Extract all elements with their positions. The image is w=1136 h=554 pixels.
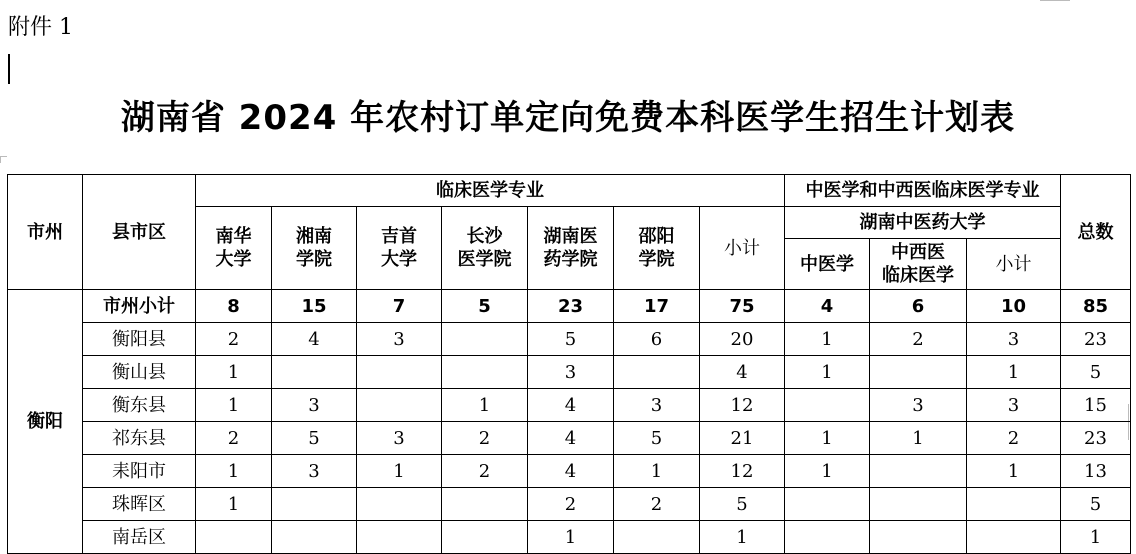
data-cell — [272, 356, 357, 389]
subtotal-cell: 7 — [357, 290, 442, 323]
header-clinical-subtotal-label: 小计 — [724, 237, 760, 259]
data-cell — [870, 455, 967, 488]
header-clinical-col — [196, 207, 272, 290]
table-row — [8, 455, 1131, 488]
data-cell: 5 — [528, 323, 614, 356]
data-cell: 20 — [700, 323, 785, 356]
data-cell: 1 — [196, 356, 272, 389]
subtotal-cell: 8 — [196, 290, 272, 323]
county-name: 祁东县 — [83, 422, 196, 455]
header-tcm-school: 湖南中医药大学 — [785, 207, 1061, 239]
subtotal-cell: 85 — [1061, 290, 1131, 323]
data-cell: 1 — [528, 521, 614, 554]
data-cell — [272, 488, 357, 521]
data-cell: 1 — [700, 521, 785, 554]
data-cell: 3 — [528, 356, 614, 389]
data-cell: 6 — [614, 323, 700, 356]
data-cell — [785, 488, 870, 521]
header-county: 县市区 — [83, 175, 196, 290]
data-cell: 2 — [442, 422, 528, 455]
header-tcm-col — [785, 239, 870, 290]
data-cell: 1 — [196, 488, 272, 521]
header-clinical-col — [528, 207, 614, 290]
subtotal-cell: 15 — [272, 290, 357, 323]
data-cell — [357, 488, 442, 521]
data-cell: 3 — [357, 422, 442, 455]
data-cell — [442, 356, 528, 389]
header-clinical-group: 临床医学专业 — [196, 175, 785, 207]
data-cell: 2 — [967, 422, 1061, 455]
data-cell: 5 — [1061, 356, 1131, 389]
table-row — [8, 323, 1131, 356]
header-tcm-group: 中医学和中西医临床医学专业 — [785, 175, 1061, 207]
data-cell: 1 — [785, 323, 870, 356]
data-cell: 5 — [700, 488, 785, 521]
data-cell: 3 — [357, 323, 442, 356]
county-name: 衡东县 — [83, 389, 196, 422]
data-cell — [442, 521, 528, 554]
data-cell — [870, 356, 967, 389]
data-cell: 5 — [1061, 488, 1131, 521]
header-city: 市州 — [8, 175, 83, 290]
data-cell: 4 — [528, 422, 614, 455]
data-cell — [870, 521, 967, 554]
data-cell: 3 — [967, 323, 1061, 356]
data-cell: 13 — [1061, 455, 1131, 488]
data-cell: 3 — [272, 455, 357, 488]
data-cell: 3 — [870, 389, 967, 422]
data-cell: 2 — [196, 422, 272, 455]
data-cell — [442, 323, 528, 356]
header-total: 总数 — [1061, 175, 1131, 290]
data-cell: 3 — [967, 389, 1061, 422]
data-cell: 1 — [870, 422, 967, 455]
header-tcm-col-label: 中西医 临床医学 — [882, 242, 954, 286]
data-cell: 1 — [967, 455, 1061, 488]
subtotal-cell: 75 — [700, 290, 785, 323]
table-row — [8, 521, 1131, 554]
header-tcm-col-label: 中医学 — [800, 253, 854, 275]
data-cell: 4 — [528, 389, 614, 422]
data-cell: 1 — [785, 455, 870, 488]
data-cell: 4 — [272, 323, 357, 356]
data-cell: 3 — [272, 389, 357, 422]
data-cell: 23 — [1061, 323, 1131, 356]
header-clinical-col-label: 湘南 学院 — [296, 226, 332, 270]
data-cell: 1 — [1061, 521, 1131, 554]
subtotal-row — [8, 290, 1131, 323]
table-row — [8, 488, 1131, 521]
data-cell — [967, 488, 1061, 521]
header-clinical-col-label: 吉首 大学 — [381, 226, 417, 270]
data-cell: 1 — [967, 356, 1061, 389]
data-cell: 2 — [196, 323, 272, 356]
data-cell: 1 — [785, 356, 870, 389]
data-cell: 2 — [528, 488, 614, 521]
table-row — [8, 356, 1131, 389]
city-name: 衡阳 — [8, 290, 83, 554]
data-cell: 12 — [700, 455, 785, 488]
header-clinical-col — [272, 207, 357, 290]
header-clinical-col-label: 南华 大学 — [215, 226, 252, 270]
data-cell — [272, 521, 357, 554]
data-cell — [196, 521, 272, 554]
data-cell: 4 — [528, 455, 614, 488]
subtotal-cell: 5 — [442, 290, 528, 323]
county-name: 衡山县 — [83, 356, 196, 389]
county-name: 珠晖区 — [83, 488, 196, 521]
data-cell: 4 — [700, 356, 785, 389]
data-cell: 5 — [272, 422, 357, 455]
text-cursor — [8, 54, 10, 84]
data-cell: 21 — [700, 422, 785, 455]
subtotal-label: 市州小计 — [83, 290, 196, 323]
data-cell — [357, 356, 442, 389]
header-clinical-col — [357, 207, 442, 290]
header-clinical-col-label: 湖南医 药学院 — [543, 226, 598, 270]
data-cell: 12 — [700, 389, 785, 422]
data-cell: 2 — [614, 488, 700, 521]
data-cell: 15 — [1061, 389, 1131, 422]
document-title: 湖南省 2024 年农村订单定向免费本科医学生招生计划表 — [120, 98, 1016, 138]
attachment-label: 附件 1 — [8, 15, 73, 40]
data-cell — [357, 521, 442, 554]
table-row — [8, 389, 1131, 422]
page-corner-mark — [1040, 0, 1070, 2]
data-cell: 1 — [614, 455, 700, 488]
table-row — [8, 422, 1131, 455]
header-clinical-col-label: 邵阳 学院 — [638, 226, 675, 270]
subtotal-cell: 6 — [870, 290, 967, 323]
data-cell: 2 — [870, 323, 967, 356]
header-tcm-subtotal-label: 小计 — [995, 253, 1032, 275]
data-cell: 1 — [357, 455, 442, 488]
data-cell: 1 — [196, 455, 272, 488]
margin-mark — [0, 156, 7, 163]
data-cell — [870, 488, 967, 521]
subtotal-cell: 17 — [614, 290, 700, 323]
data-cell — [442, 488, 528, 521]
data-cell — [785, 521, 870, 554]
data-cell: 5 — [614, 422, 700, 455]
header-tcm-subtotal — [967, 239, 1061, 290]
data-cell: 1 — [196, 389, 272, 422]
county-name: 南岳区 — [83, 521, 196, 554]
data-cell: 3 — [614, 389, 700, 422]
enrollment-plan-table — [7, 174, 1131, 554]
data-cell — [614, 356, 700, 389]
header-clinical-subtotal — [700, 207, 785, 290]
subtotal-cell: 23 — [528, 290, 614, 323]
county-name: 衡阳县 — [83, 323, 196, 356]
data-cell: 2 — [442, 455, 528, 488]
header-clinical-col — [442, 207, 528, 290]
data-cell — [967, 521, 1061, 554]
data-cell — [785, 389, 870, 422]
header-tcm-col — [870, 239, 967, 290]
subtotal-cell: 10 — [967, 290, 1061, 323]
data-cell — [357, 389, 442, 422]
data-cell: 1 — [442, 389, 528, 422]
data-cell: 23 — [1061, 422, 1131, 455]
county-name: 耒阳市 — [83, 455, 196, 488]
subtotal-cell: 4 — [785, 290, 870, 323]
data-cell — [614, 521, 700, 554]
header-clinical-col — [614, 207, 700, 290]
data-cell: 1 — [785, 422, 870, 455]
header-clinical-col-label: 长沙 医学院 — [457, 226, 512, 270]
